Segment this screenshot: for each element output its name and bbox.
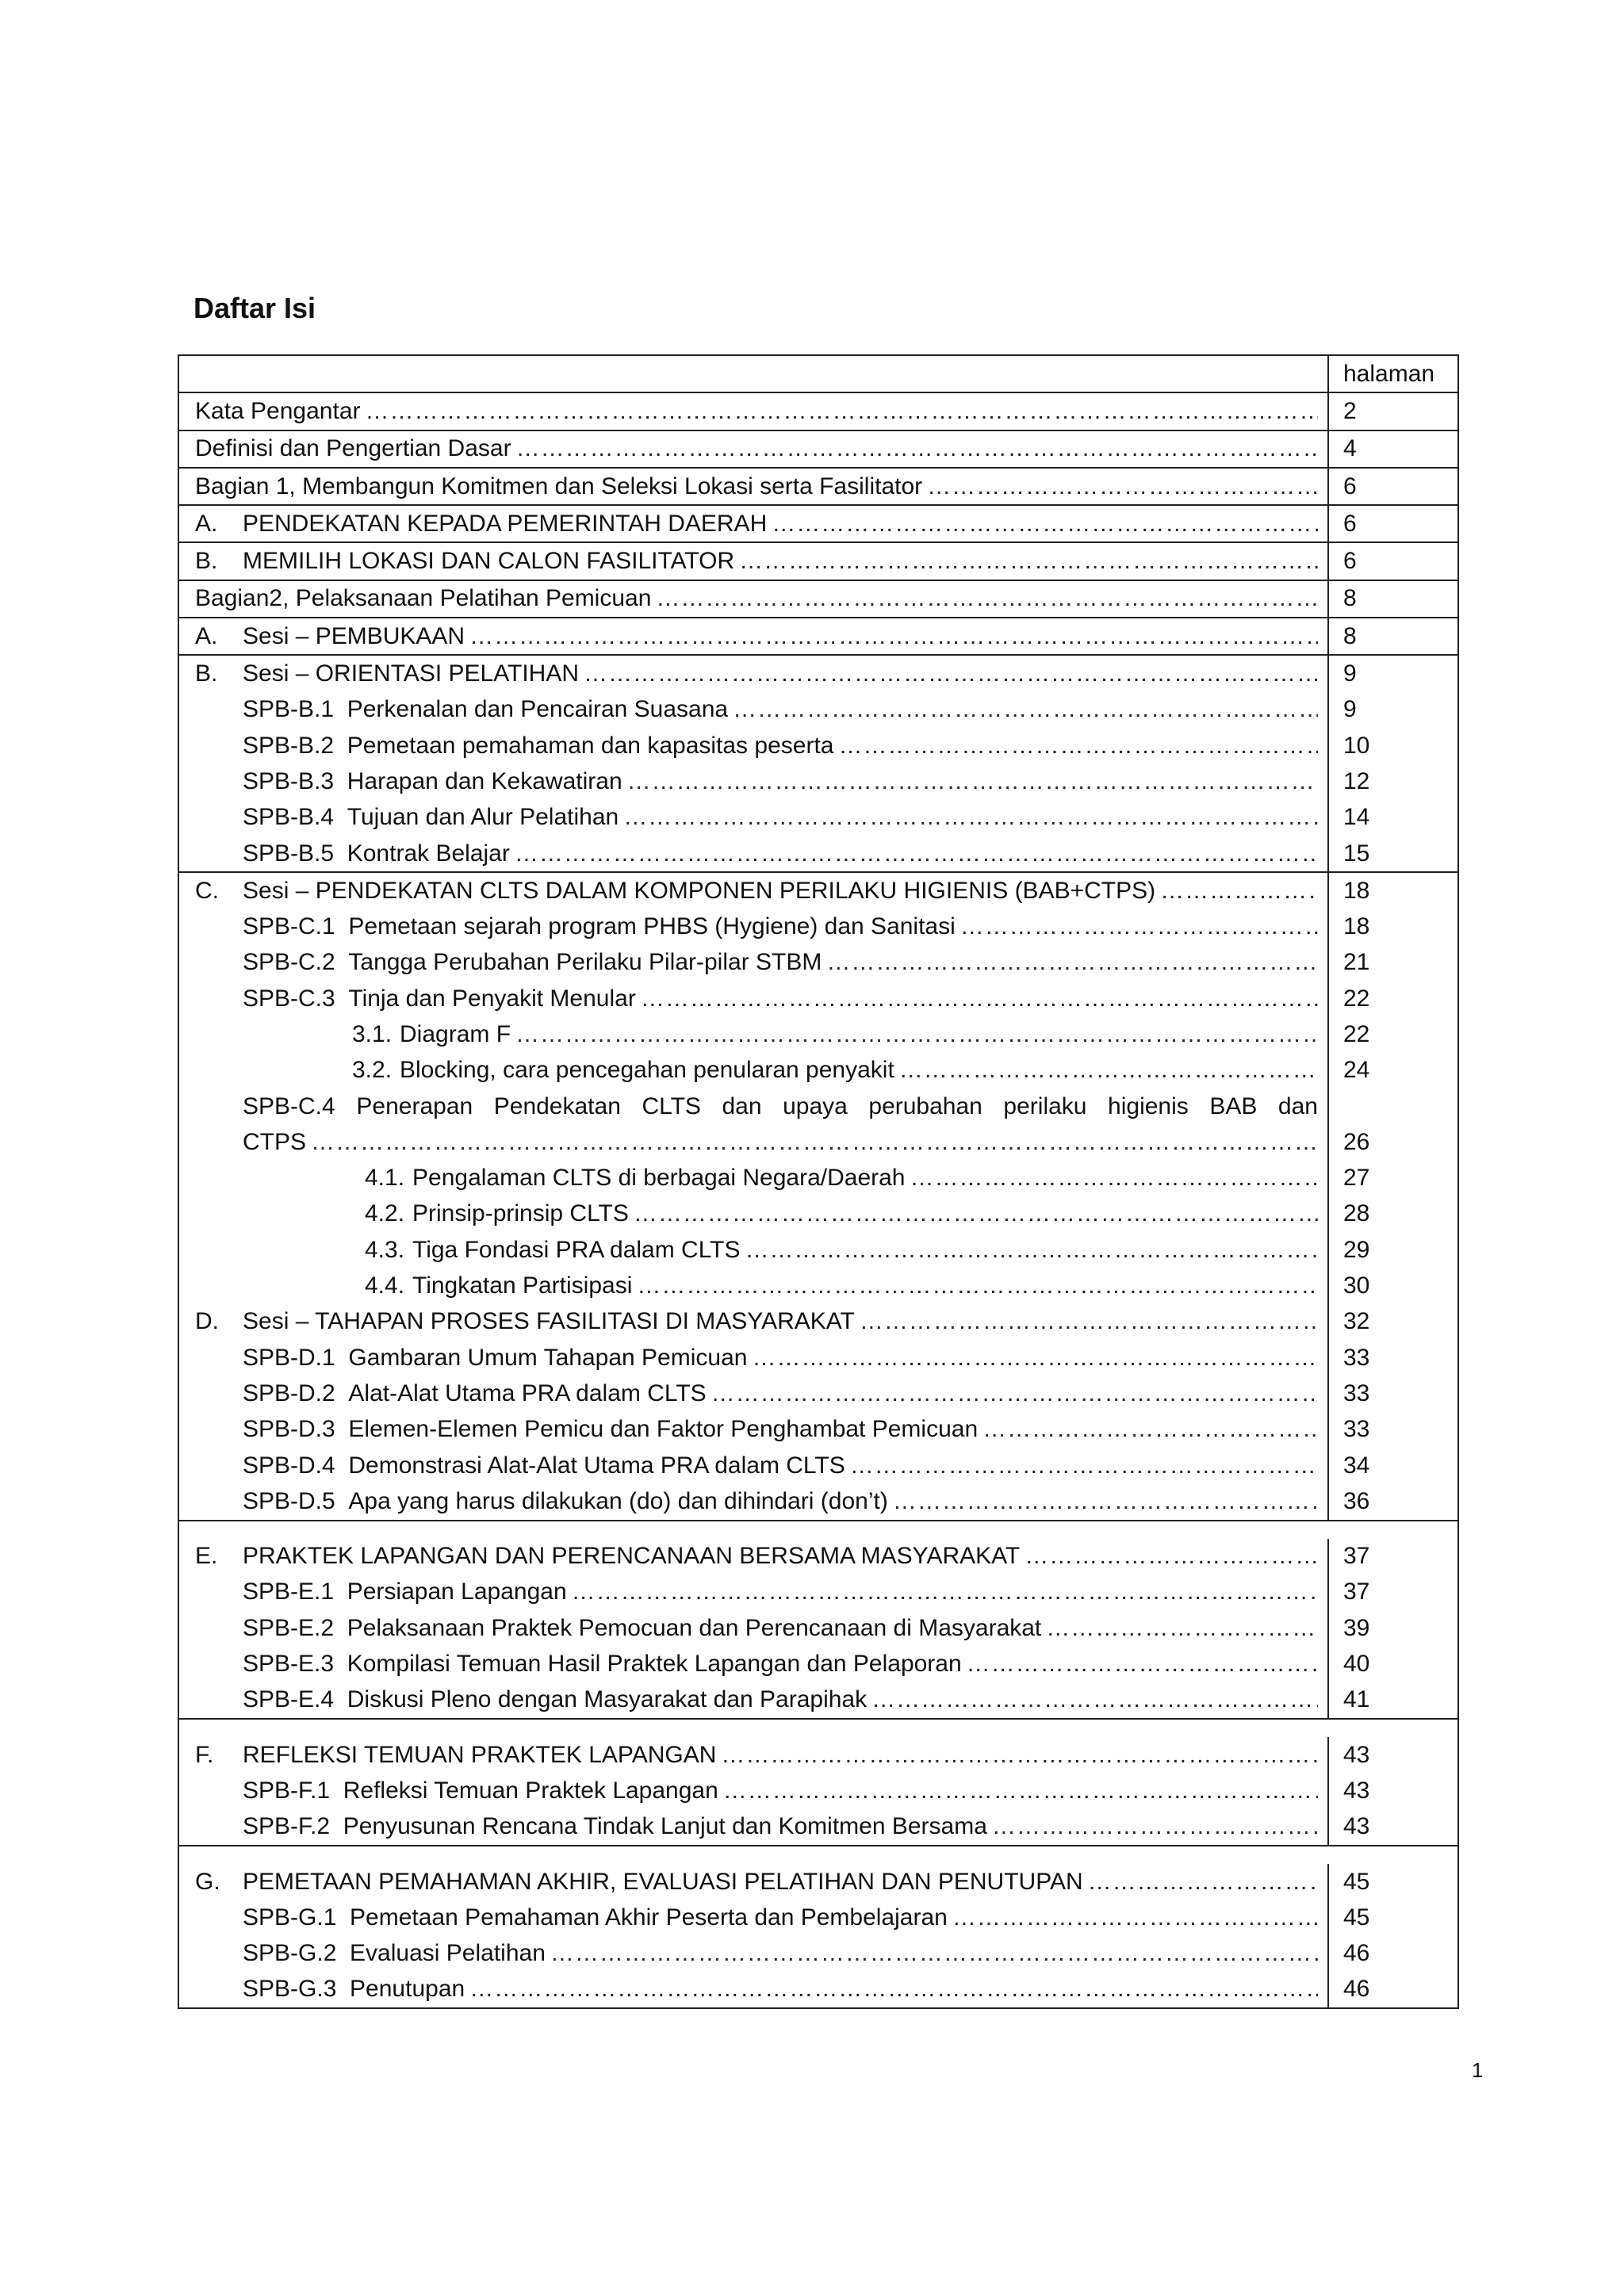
toc-section (179, 1845, 1457, 2007)
entry-page: 37 (1327, 1575, 1457, 1610)
entry-page: 22 (1327, 981, 1457, 1016)
dot-leader (860, 1308, 1318, 1335)
entry-code: SPB-F.2 (243, 1813, 331, 1840)
entry-page: 33 (1327, 1412, 1457, 1448)
toc-entry[interactable] (179, 945, 1457, 981)
toc-entry[interactable] (179, 656, 1457, 691)
entry-code: SPB-B.4 (243, 804, 335, 831)
entry-label: Pemetaan pemahaman dan kapasitas peserta (347, 732, 834, 759)
toc-entry[interactable] (179, 1340, 1457, 1376)
toc-entry[interactable] (179, 617, 1457, 654)
toc-section (179, 654, 1457, 871)
entry-page: 46 (1327, 1935, 1457, 1971)
toc-entry[interactable] (179, 728, 1457, 763)
toc-entry[interactable] (179, 1196, 1457, 1232)
entry-label: Penutupan (350, 1976, 465, 2003)
toc-entry[interactable] (179, 1268, 1457, 1303)
entry-letter: D. (195, 1308, 219, 1335)
entry-label: Tingkatan Partisipasi (412, 1272, 633, 1299)
entry-code: SPB-E.1 (243, 1578, 335, 1605)
entry-label: Gambaran Umum Tahapan Pemicuan (348, 1344, 748, 1371)
dot-leader (627, 768, 1318, 795)
toc-entry[interactable] (179, 1161, 1457, 1196)
dot-leader (899, 1057, 1318, 1084)
toc-entry[interactable] (179, 541, 1457, 579)
entry-letter: A. (195, 622, 218, 649)
toc-entry[interactable] (179, 467, 1457, 504)
toc-entry[interactable] (179, 1448, 1457, 1483)
entry-letter: E. (195, 1543, 218, 1570)
entry-code: SPB-C.1 (243, 913, 335, 940)
entry-label: Pemetaan sejarah program PHBS (Hygiene) dan Sanitasi (348, 913, 956, 940)
toc-entry[interactable] (179, 1376, 1457, 1411)
dot-leader (723, 1777, 1318, 1804)
entry-label: Bagian 1, Membangun Komitmen dan Seleksi Lokasi serta Fasilitator (195, 473, 923, 499)
entry-page: 8 (1327, 618, 1457, 654)
dot-leader (469, 1976, 1318, 2003)
entry-label: MEMILIH LOKASI DAN CALON FASILITATOR (243, 548, 735, 575)
dot-leader (584, 660, 1318, 687)
entry-page: 22 (1327, 1016, 1457, 1052)
entry-page: 26 (1327, 1124, 1457, 1160)
toc-header-row (179, 356, 1457, 392)
entry-page: 15 (1327, 836, 1457, 871)
dot-leader (739, 548, 1318, 575)
entry-label: Refleksi Temuan Praktek Lapangan (343, 1777, 718, 1804)
dot-leader (982, 1416, 1318, 1443)
toc-entry[interactable] (179, 1809, 1457, 1845)
entry-number: 4.3. (365, 1236, 405, 1263)
entry-page: 28 (1327, 1196, 1457, 1232)
toc-entry[interactable] (179, 1124, 1457, 1160)
table-of-contents (178, 354, 1459, 2009)
entry-page: 14 (1327, 800, 1457, 836)
entry-page: 6 (1327, 543, 1457, 579)
toc-entry[interactable] (179, 1737, 1457, 1773)
dot-leader (992, 1813, 1318, 1840)
entry-label: Tujuan dan Alur Pelatihan (347, 804, 619, 831)
dot-leader (1025, 1543, 1318, 1570)
entry-label: Prinsip-prinsip CLTS (412, 1200, 629, 1227)
entry-page: 9 (1327, 656, 1457, 691)
dot-leader (1088, 1869, 1318, 1896)
dot-leader (967, 1651, 1318, 1678)
entry-number: 3.2. (352, 1057, 393, 1084)
toc-entry[interactable] (179, 1232, 1457, 1268)
toc-entry[interactable] (179, 692, 1457, 728)
dot-leader (641, 985, 1318, 1012)
entry-label: PRAKTEK LAPANGAN DAN PERENCANAAN BERSAMA MASYARAKAT (243, 1543, 1021, 1570)
toc-entry[interactable] (179, 504, 1457, 541)
toc-entry-wrapped-line (179, 1089, 1457, 1124)
toc-entry[interactable] (179, 1053, 1457, 1089)
entry-code: SPB-E.3 (243, 1651, 335, 1678)
entry-label: Persiapan Lapangan (347, 1578, 567, 1605)
dot-leader (826, 949, 1318, 976)
entry-page: 33 (1327, 1340, 1457, 1376)
dot-leader (711, 1380, 1318, 1407)
toc-entry[interactable] (179, 1864, 1457, 1900)
entry-label: Blocking, cara pencegahan penularan penyakit (400, 1057, 894, 1084)
page-title: Daftar Isi (193, 292, 316, 324)
entry-page: 24 (1327, 1053, 1457, 1089)
entry-label: Pelaksanaan Praktek Pemocuan dan Perencanaan di Masyarakat (347, 1614, 1042, 1641)
dot-leader (311, 1129, 1318, 1156)
toc-section (179, 392, 1457, 654)
toc-section (179, 871, 1457, 1519)
entry-page: 8 (1327, 581, 1457, 617)
entry-letter: A. (195, 510, 218, 537)
toc-entry[interactable] (179, 1304, 1457, 1340)
entry-page: 43 (1327, 1773, 1457, 1808)
toc-entry[interactable] (179, 1539, 1457, 1575)
entry-code: SPB-F.1 (243, 1777, 331, 1804)
entry-page: 36 (1327, 1483, 1457, 1519)
entry-page: 41 (1327, 1682, 1457, 1718)
entry-label: Tangga Perubahan Perilaku Pilar-pilar STBM (348, 949, 822, 976)
entry-label: Definisi dan Pengertian Dasar (195, 435, 511, 462)
entry-code: SPB-B.3 (243, 767, 335, 794)
toc-entry[interactable] (179, 1575, 1457, 1610)
toc-entry[interactable] (179, 1412, 1457, 1448)
entry-label: REFLEKSI TEMUAN PRAKTEK LAPANGAN (243, 1741, 717, 1768)
entry-code: SPB-C.2 (243, 949, 335, 976)
dot-leader (634, 1200, 1318, 1227)
dot-leader (960, 913, 1318, 940)
entry-label: Tinja dan Penyakit Menular (348, 985, 636, 1012)
entry-number: 3.1. (352, 1020, 393, 1047)
entry-label: CTPS (243, 1128, 307, 1155)
toc-entry[interactable] (179, 1972, 1457, 2007)
entry-letter: C. (195, 877, 219, 904)
entry-letter: B. (195, 548, 218, 575)
entry-label: Tiga Fondasi PRA dalam CLTS (412, 1236, 741, 1263)
entry-label: Pengalaman CLTS di berbagai Negara/Daerah (412, 1165, 906, 1192)
toc-entry[interactable] (179, 580, 1457, 617)
entry-page: 10 (1327, 728, 1457, 763)
entry-page: 18 (1327, 873, 1457, 909)
entry-label: Penyusunan Rencana Tindak Lanjut dan Komitmen Bersama (343, 1813, 987, 1840)
dot-leader (623, 804, 1318, 831)
entry-label: Apa yang harus dilakukan (do) dan dihindari (don’t) (348, 1487, 888, 1514)
dot-leader (721, 1742, 1318, 1769)
page-number: 1 (1472, 2058, 1484, 2082)
entry-label: Harapan dan Kekawatiran (347, 767, 622, 794)
entry-label: Demonstrasi Alat-Alat Utama PRA dalam CLTS (348, 1452, 845, 1479)
entry-code: SPB-D.1 (243, 1344, 335, 1371)
entry-page: 33 (1327, 1376, 1457, 1411)
entry-code: SPB-B.2 (243, 732, 335, 759)
entry-code: SPB-D.4 (243, 1452, 335, 1479)
entry-page: 45 (1327, 1900, 1457, 1935)
toc-entry[interactable] (179, 1935, 1457, 1971)
entry-page: 21 (1327, 945, 1457, 981)
dot-leader (515, 1021, 1318, 1048)
entry-label: Diagram F (400, 1020, 511, 1047)
entry-label: Perkenalan dan Pencairan Suasana (347, 696, 729, 723)
dot-leader (1160, 878, 1318, 905)
entry-label: Bagian2, Pelaksanaan Pelatihan Pemicuan (195, 585, 652, 612)
toc-entry[interactable] (179, 909, 1457, 944)
entry-page: 18 (1327, 909, 1457, 944)
dot-leader (838, 733, 1318, 760)
entry-page: 32 (1327, 1304, 1457, 1340)
toc-entry[interactable] (179, 1646, 1457, 1682)
dot-leader (772, 511, 1318, 538)
dot-leader (927, 473, 1318, 500)
toc-entry[interactable] (179, 1483, 1457, 1519)
toc-entry[interactable] (179, 836, 1457, 871)
entry-label-first-line: Penerapan Pendekatan CLTS dan upaya perubahan perilaku higienis BAB dan (356, 1093, 1318, 1119)
dot-leader (850, 1452, 1318, 1479)
entry-page: 2 (1327, 393, 1457, 429)
entry-label: Evaluasi Pelatihan (350, 1940, 546, 1967)
entry-page: 37 (1327, 1539, 1457, 1575)
entry-code: SPB-D.3 (243, 1416, 335, 1443)
toc-section (179, 1718, 1457, 1845)
entry-label: Diskusi Pleno dengan Masyarakat dan Parapihak (347, 1686, 868, 1713)
dot-leader (733, 696, 1318, 723)
entry-label: Kompilasi Temuan Hasil Praktek Lapangan dan Pelaporan (347, 1651, 962, 1678)
entry-letter: B. (195, 660, 218, 687)
entry-code: SPB-B.1 (243, 696, 335, 723)
toc-entry[interactable] (179, 1682, 1457, 1718)
entry-page: 9 (1327, 692, 1457, 728)
entry-page: 30 (1327, 1268, 1457, 1303)
toc-entry[interactable] (179, 1773, 1457, 1808)
toc-entry[interactable] (179, 393, 1457, 429)
entry-code: SPB-E.2 (243, 1614, 335, 1641)
dot-leader (893, 1488, 1318, 1515)
dot-leader (1046, 1615, 1318, 1642)
entry-page: 34 (1327, 1448, 1457, 1483)
dot-leader (515, 840, 1318, 867)
dot-leader (745, 1237, 1318, 1264)
entry-page: 6 (1327, 506, 1457, 541)
dot-leader (752, 1345, 1318, 1372)
entry-number: 4.4. (365, 1272, 405, 1299)
entry-label: Sesi – ORIENTASI PELATIHAN (243, 660, 579, 687)
entry-page: 40 (1327, 1646, 1457, 1682)
toc-entry[interactable] (179, 1016, 1457, 1052)
entry-label: PENDEKATAN KEPADA PEMERINTAH DAERAH (243, 510, 768, 537)
entry-code: SPB-B.5 (243, 840, 335, 867)
entry-page: 39 (1327, 1610, 1457, 1646)
entry-page: 45 (1327, 1864, 1457, 1900)
entry-code: SPB-D.2 (243, 1380, 335, 1406)
entry-label: Alat-Alat Utama PRA dalam CLTS (348, 1380, 707, 1406)
dot-leader (637, 1272, 1318, 1299)
entry-label: Kontrak Belajar (347, 840, 510, 867)
entry-label: Sesi – TAHAPAN PROSES FASILITASI DI MASYARAKAT (243, 1308, 855, 1335)
entry-code: SPB-D.5 (243, 1487, 335, 1514)
toc-entry[interactable] (179, 873, 1457, 909)
toc-entry[interactable] (179, 1900, 1457, 1935)
entry-page: 4 (1327, 431, 1457, 467)
entry-code: SPB-E.4 (243, 1686, 335, 1713)
entry-label: Sesi – PENDEKATAN CLTS DALAM KOMPONEN PERILAKU HIGIENIS (BAB+CTPS) (243, 877, 1156, 904)
entry-number: 4.1. (365, 1165, 405, 1192)
entry-label: Pemetaan Pemahaman Akhir Peserta dan Pembelajaran (350, 1904, 948, 1931)
dot-leader (952, 1904, 1318, 1931)
entry-code: SPB-C.4 (243, 1093, 335, 1119)
entry-page: 6 (1327, 469, 1457, 504)
entry-code: SPB-G.1 (243, 1904, 337, 1931)
entry-page: 46 (1327, 1972, 1457, 2007)
dot-leader (572, 1578, 1318, 1605)
entry-code: SPB-C.3 (243, 985, 335, 1012)
entry-page: 29 (1327, 1232, 1457, 1268)
dot-leader (469, 623, 1318, 650)
toc-entry[interactable] (179, 800, 1457, 836)
entry-label: Kata Pengantar (195, 397, 361, 424)
page-column-header: halaman (1327, 356, 1457, 392)
dot-leader (871, 1686, 1318, 1713)
dot-leader (516, 435, 1318, 462)
toc-entry[interactable] (179, 430, 1457, 467)
toc-entry[interactable] (179, 1610, 1457, 1646)
entry-page: 43 (1327, 1809, 1457, 1845)
entry-label: PEMETAAN PEMAHAMAN AKHIR, EVALUASI PELATIHAN DAN PENUTUPAN (243, 1868, 1083, 1895)
entry-number: 4.2. (365, 1200, 405, 1227)
dot-leader (550, 1940, 1318, 1967)
dot-leader (656, 585, 1318, 612)
entry-letter: F. (195, 1741, 214, 1768)
entry-label: Sesi – PEMBUKAAN (243, 622, 465, 649)
entry-code: SPB-G.3 (243, 1976, 337, 2003)
toc-section (179, 1520, 1457, 1718)
entry-code: SPB-G.2 (243, 1940, 337, 1967)
entry-page: 27 (1327, 1161, 1457, 1196)
entry-page: 43 (1327, 1737, 1457, 1773)
dot-leader (366, 398, 1319, 425)
toc-entry[interactable] (179, 763, 1457, 799)
toc-entry[interactable] (179, 981, 1457, 1016)
dot-leader (910, 1165, 1319, 1192)
entry-letter: G. (195, 1868, 220, 1895)
entry-page: 12 (1327, 763, 1457, 799)
entry-label: Elemen-Elemen Pemicu dan Faktor Penghambat Pemicuan (348, 1416, 979, 1443)
